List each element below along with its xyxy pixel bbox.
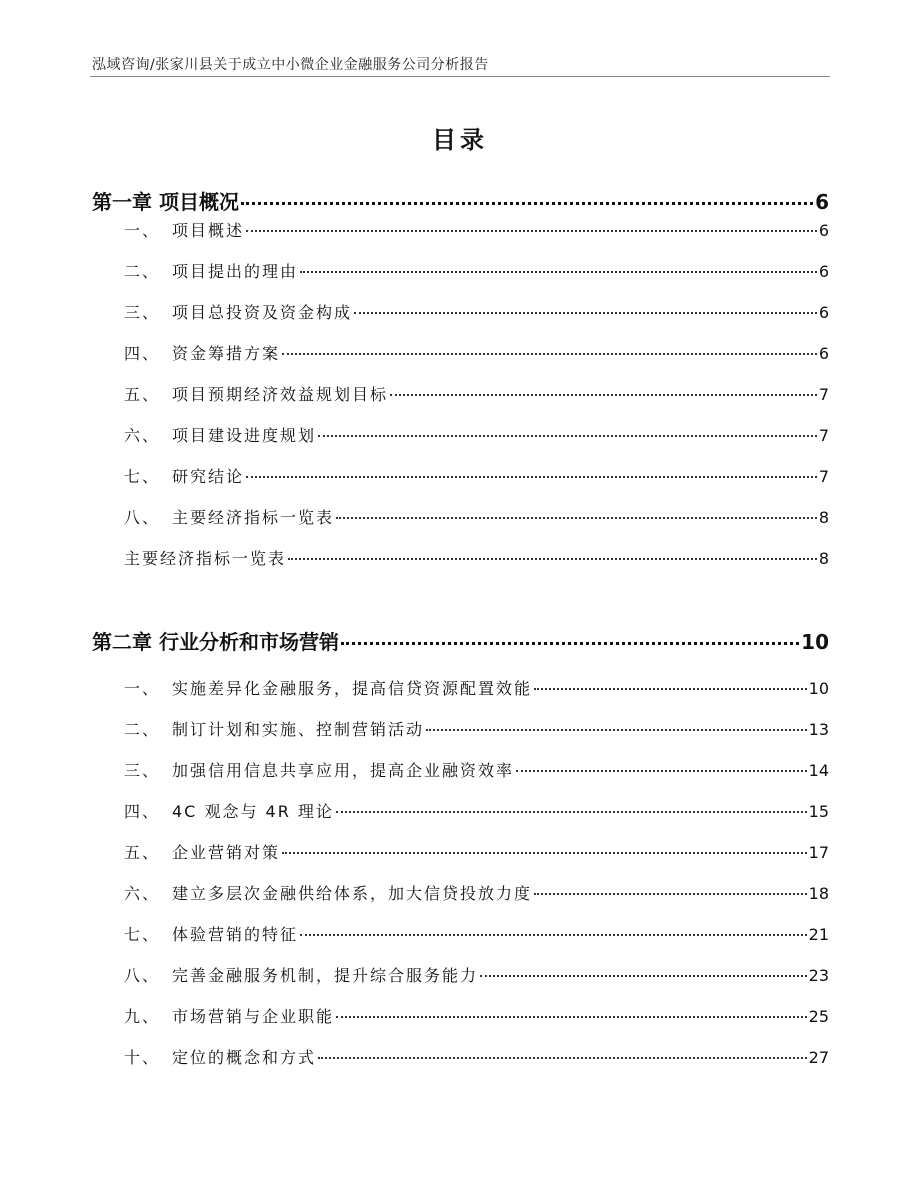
dot-leader (426, 729, 807, 731)
page-number: 17 (808, 843, 829, 862)
dot-leader (341, 642, 799, 645)
entry-number: 七、 (124, 925, 161, 944)
page-number: 6 (818, 221, 829, 240)
page-number: 13 (808, 720, 829, 739)
toc-entry[interactable] (124, 676, 829, 699)
entry-text: 项目总投资及资金构成 (172, 303, 353, 322)
dot-leader (318, 1057, 807, 1059)
toc-entry[interactable] (124, 963, 829, 986)
entry-label (124, 341, 280, 364)
dot-leader (246, 230, 817, 232)
entry-label (124, 676, 532, 699)
entry-number: 六、 (124, 884, 161, 903)
entry-text: 建立多层次金融供给体系，加大信贷投放力度 (172, 884, 533, 903)
entry-number: 二、 (124, 262, 161, 281)
entry-number: 四、 (124, 802, 161, 821)
entry-label (124, 546, 286, 569)
toc-entry[interactable] (124, 505, 829, 528)
entry-label (124, 1045, 316, 1068)
toc-entry[interactable] (124, 546, 829, 569)
entry-number: 二、 (124, 720, 161, 739)
entry-label (124, 881, 532, 904)
entry-label (124, 1004, 334, 1027)
entry-number: 四、 (124, 344, 161, 363)
entry-number: 三、 (124, 761, 161, 780)
dot-leader (282, 353, 817, 355)
entry-label (124, 382, 388, 405)
entry-label (124, 840, 280, 863)
dot-leader (336, 517, 817, 519)
entry-text: 市场营销与企业职能 (172, 1007, 335, 1026)
page-number: 6 (818, 303, 829, 322)
entry-number: 六、 (124, 426, 161, 445)
page-number: 6 (815, 190, 829, 214)
entry-text: 定位的概念和方式 (172, 1048, 317, 1067)
entry-label (124, 922, 298, 945)
toc-entry[interactable] (124, 259, 829, 282)
chapter-label: 第二章 行业分析和市场营销 (92, 630, 339, 654)
entry-number: 十、 (124, 1048, 161, 1067)
dot-leader (354, 312, 817, 314)
page-number: 6 (818, 262, 829, 281)
page-number: 15 (808, 802, 829, 821)
toc-title: 目录 (432, 126, 488, 154)
entry-text: 4C 观念与 4R 理论 (172, 802, 334, 821)
dot-leader (336, 811, 807, 813)
toc-entry[interactable] (124, 717, 829, 740)
page-number: 25 (808, 1007, 829, 1026)
entry-label (124, 464, 244, 487)
entry-label (124, 505, 334, 528)
dot-leader (318, 435, 817, 437)
entry-number: 九、 (124, 1007, 161, 1026)
entry-number: 七、 (124, 467, 161, 486)
page-number: 7 (818, 385, 829, 404)
entry-label (124, 259, 298, 282)
page-number: 21 (808, 925, 829, 944)
entry-text: 资金筹措方案 (172, 344, 281, 363)
entry-label (124, 717, 424, 740)
toc-entry[interactable] (124, 382, 829, 405)
entry-text: 完善金融服务机制，提升综合服务能力 (172, 966, 479, 985)
entry-label (124, 218, 244, 241)
entry-text: 企业营销对策 (172, 843, 281, 862)
toc-entry[interactable] (124, 758, 829, 781)
toc-entry[interactable] (124, 1004, 829, 1027)
dot-leader (300, 934, 807, 936)
dot-leader (390, 394, 817, 396)
dot-leader (246, 476, 817, 478)
entry-label (124, 758, 514, 781)
entry-text: 体验营销的特征 (172, 925, 299, 944)
header-divider (90, 76, 830, 77)
toc-entry[interactable] (124, 1045, 829, 1068)
entry-text: 主要经济指标一览表 (172, 508, 335, 527)
dot-leader (282, 852, 807, 854)
page-number: 7 (818, 467, 829, 486)
entry-number: 一、 (124, 679, 161, 698)
toc-entry[interactable] (124, 423, 829, 446)
entry-number: 八、 (124, 508, 161, 527)
toc-entry[interactable] (124, 799, 829, 822)
dot-leader (516, 770, 807, 772)
entry-label (124, 963, 478, 986)
entry-label (124, 799, 334, 822)
dot-leader (336, 1016, 807, 1018)
toc-entry[interactable] (124, 840, 829, 863)
dot-leader (534, 893, 807, 895)
page-number: 7 (818, 426, 829, 445)
entry-text: 研究结论 (172, 467, 245, 486)
dot-leader (288, 558, 817, 560)
running-header: 泓域咨询/张家川县关于成立中小微企业金融服务公司分析报告 (92, 57, 489, 73)
entry-text: 项目概述 (172, 221, 245, 240)
entry-text: 主要经济指标一览表 (124, 549, 287, 568)
toc-entry[interactable] (124, 922, 829, 945)
entry-text: 项目建设进度规划 (172, 426, 317, 445)
entry-text: 制订计划和实施、控制营销活动 (172, 720, 425, 739)
entry-number: 五、 (124, 843, 161, 862)
toc-entry[interactable] (124, 881, 829, 904)
toc-entry[interactable] (124, 300, 829, 323)
page-number: 14 (808, 761, 829, 780)
entry-number: 三、 (124, 303, 161, 322)
toc-chapter-1[interactable] (92, 186, 829, 215)
toc-entry[interactable] (124, 464, 829, 487)
entry-label (124, 423, 316, 446)
entry-number: 一、 (124, 221, 161, 240)
entry-text: 项目预期经济效益规划目标 (172, 385, 389, 404)
entry-text: 实施差异化金融服务，提高信贷资源配置效能 (172, 679, 533, 698)
dot-leader (480, 975, 807, 977)
entry-number: 五、 (124, 385, 161, 404)
page-number: 8 (818, 508, 829, 527)
page-number: 8 (818, 549, 829, 568)
entry-number: 八、 (124, 966, 161, 985)
chapter-label: 第一章 项目概况 (92, 190, 239, 214)
entry-text: 加强信用信息共享应用，提高企业融资效率 (172, 761, 515, 780)
page-number: 23 (808, 966, 829, 985)
page-number: 18 (808, 884, 829, 903)
page-number: 10 (808, 679, 829, 698)
dot-leader (300, 271, 817, 273)
page-number: 6 (818, 344, 829, 363)
dot-leader (534, 688, 807, 690)
toc-entry[interactable] (124, 218, 829, 241)
entry-label (124, 300, 352, 323)
toc-chapter-2[interactable] (92, 626, 829, 655)
page-number: 27 (808, 1048, 829, 1067)
toc-entry[interactable] (124, 341, 829, 364)
entry-text: 项目提出的理由 (172, 262, 299, 281)
page-number: 10 (801, 630, 829, 654)
dot-leader (241, 202, 813, 205)
